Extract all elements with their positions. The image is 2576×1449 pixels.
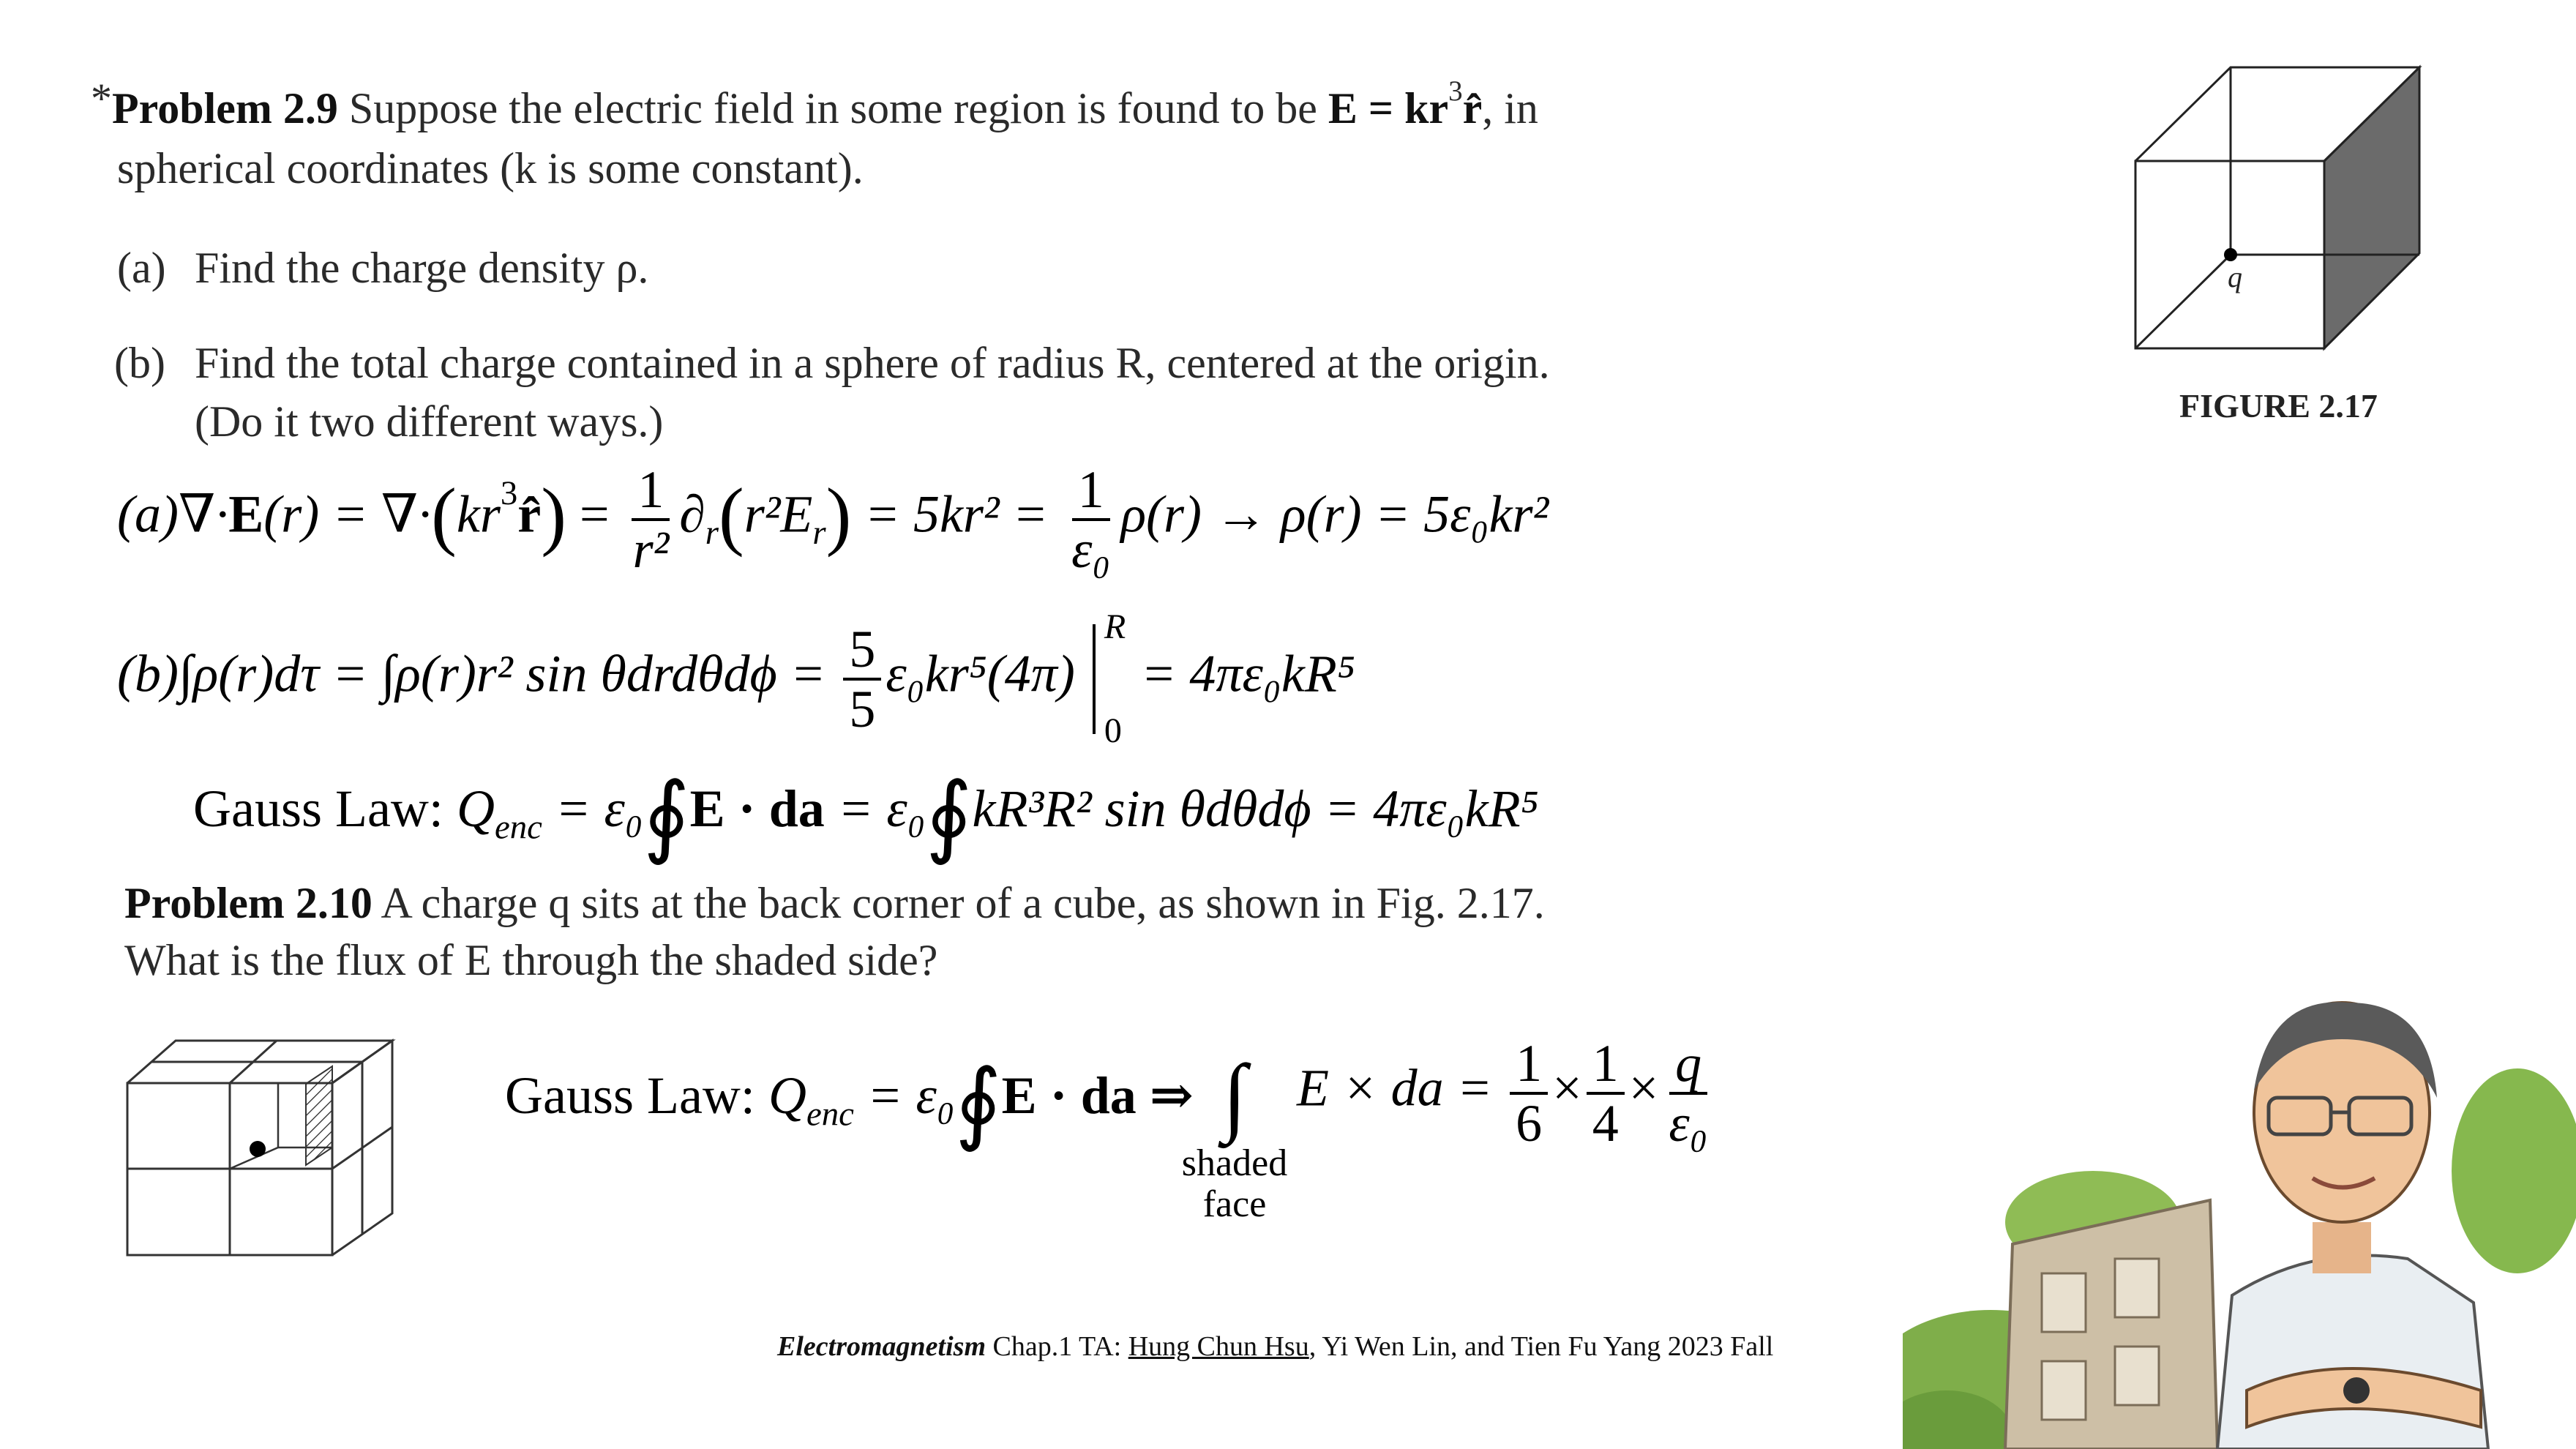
- frac-b-num: 5: [843, 621, 881, 681]
- problem-2-10-text: A charge q sits at the back corner of a cube, as shown in Fig. 2.17.: [372, 879, 1545, 927]
- part-a-label: (a): [117, 244, 166, 292]
- paren-close-2: ): [825, 473, 852, 558]
- eq-b-prefix: (b)∫ρ(r)dτ = ∫ρ(r)r² sin θdrdθdϕ =: [117, 644, 826, 703]
- integral-sub-shaded: shaded: [1181, 1142, 1288, 1184]
- frac-1-over-r2: [627, 461, 675, 578]
- problem-2-9-tail: , in: [1482, 84, 1538, 132]
- problem-2-10-label: Problem 2.10: [124, 879, 372, 927]
- footer: [777, 1330, 1773, 1363]
- gauss1-rest: = ε₀: [837, 779, 926, 838]
- eq-a-tail: ρ(r) → ρ(r) = 5ε₀kr²: [1120, 484, 1549, 544]
- f3-den: ε₀: [1669, 1094, 1708, 1153]
- figure-shaded-face: [2324, 67, 2419, 348]
- gauss2-label: Gauss Law:: [505, 1066, 768, 1125]
- ta-person: [2217, 1002, 2488, 1449]
- gauss1-eq: = ε₀: [555, 779, 643, 838]
- problem-2-9-label: Problem 2.9: [112, 84, 338, 132]
- part-a-text: Find the charge density ρ.: [195, 244, 649, 292]
- gauss1-Qsub: enc: [494, 808, 542, 847]
- closed-integral-icon-3: ∮: [954, 1053, 1002, 1153]
- charge-dot: [250, 1141, 266, 1157]
- part-b-text: Find the total charge contained in a sphere of radius R, centered at the origin.: [195, 339, 1550, 387]
- gauss1-label: Gauss Law:: [193, 779, 457, 838]
- times-2: ×: [1628, 1058, 1659, 1117]
- eq-a-equals: =: [580, 484, 610, 544]
- f1-num: 1: [1510, 1035, 1548, 1095]
- solution-b-equation: [117, 607, 1355, 750]
- gauss2-Qsub: enc: [806, 1095, 854, 1134]
- upper-limit: R: [1104, 607, 1126, 646]
- star-marker: *: [91, 75, 112, 122]
- eq-b-tail: = 4πε₀kR⁵: [1140, 644, 1355, 703]
- figure-2-17-cube: [2122, 59, 2430, 366]
- partial-symbol: ∂: [679, 484, 705, 544]
- partial-sub: r: [705, 513, 719, 552]
- problem-2-10-line2: What is the flux of E through the shaded side?: [124, 936, 938, 984]
- ta-caricature-illustration: [1903, 981, 2576, 1449]
- eq-a-mid: (r) = ∇·: [263, 484, 432, 544]
- paren-open-2: (: [719, 473, 744, 558]
- solution-a-equation: [117, 461, 1549, 578]
- field-expression: E = kr: [1328, 84, 1449, 132]
- frac-q-eps0: [1663, 1035, 1713, 1152]
- part-b-label: (b): [114, 339, 165, 387]
- paren-open: (: [431, 473, 457, 558]
- f1-den: 6: [1516, 1094, 1543, 1153]
- problem-2-9-text: Suppose the electric field in some region is found to be: [337, 84, 1328, 132]
- frac-1-4: [1587, 1035, 1625, 1152]
- field-symbol: [1328, 84, 1448, 132]
- cube-diagram: [117, 1025, 402, 1266]
- Er-sub: r: [812, 513, 826, 552]
- closed-integral-icon: ∮: [643, 766, 690, 866]
- field-exponent: 3: [1448, 75, 1463, 107]
- eq-a-r2Er: r²E: [744, 484, 813, 544]
- frac-1-over-eps0: [1066, 461, 1116, 578]
- problem-2-10-line1: [124, 874, 1545, 932]
- gauss2-Q: Q: [768, 1066, 806, 1125]
- figure-charge-label: q: [2228, 261, 2242, 293]
- footer-rest: , Yi Wen Lin, and Tien Fu Yang 2023 Fall: [1308, 1331, 1774, 1362]
- integral-icon: ∫: [1222, 1046, 1247, 1144]
- building: [2005, 1200, 2217, 1449]
- problem-2-9-line1: [91, 75, 1538, 138]
- eq-a-kr: kr: [456, 484, 501, 544]
- f3-num: q: [1669, 1035, 1707, 1095]
- flux-result: [1297, 1035, 1718, 1152]
- eq-a-prefix: (a)∇·: [117, 484, 229, 544]
- frac-b-den: 5: [849, 680, 876, 738]
- f2-den: 4: [1592, 1094, 1619, 1153]
- frac-num: 1: [632, 461, 670, 521]
- integrand: E × da =: [1297, 1058, 1493, 1117]
- frac2-den: ε₀: [1071, 520, 1111, 579]
- shaded-face-integral: [1180, 1048, 1289, 1225]
- footer-ta1: Hung Chun Hsu: [1128, 1331, 1309, 1362]
- footer-course: Electromagnetism: [777, 1331, 986, 1362]
- gauss-law-equation-1: [193, 766, 1539, 866]
- problem-2-9-line2: spherical coordinates (k is some constant).: [117, 144, 864, 192]
- gauss-law-equation-2: [505, 1053, 1194, 1153]
- eq-a-exp: 3: [500, 474, 518, 513]
- gauss1-Q: Q: [456, 779, 495, 838]
- integral-sub-face: face: [1202, 1183, 1267, 1225]
- frac2-num: 1: [1072, 461, 1110, 521]
- eq-a-mid2: = 5kr² =: [864, 484, 1049, 544]
- frac-den: r²: [632, 520, 670, 579]
- gauss2-eq: = ε₀: [866, 1066, 955, 1125]
- evaluation-bar: [1093, 607, 1128, 750]
- lower-limit: 0: [1104, 711, 1122, 750]
- r-hat: r̂: [1462, 84, 1483, 132]
- frac-5-over-5: [843, 621, 881, 738]
- gauss2-Eda: E · da ⇒: [1001, 1066, 1194, 1125]
- f2-num: 1: [1587, 1035, 1625, 1095]
- eq-a-rhat: r̂: [517, 484, 542, 544]
- eq-b-mid: ε₀kr⁵(4π): [886, 644, 1075, 703]
- gauss1-Eda: E · da: [689, 779, 825, 838]
- footer-chap: Chap.1 TA:: [986, 1331, 1128, 1362]
- figure-charge-dot: [2224, 248, 2237, 261]
- part-b-text2: (Do it two different ways.): [195, 397, 664, 446]
- closed-integral-icon-2: ∮: [925, 766, 973, 866]
- eq-a-E: E: [228, 484, 264, 544]
- gauss1-tail: kR³R² sin θdθdϕ = 4πε₀kR⁵: [972, 779, 1539, 838]
- times-1: ×: [1552, 1058, 1582, 1117]
- figure-caption: FIGURE 2.17: [2179, 387, 2378, 424]
- frac-1-6: [1510, 1035, 1548, 1152]
- paren-close: ): [541, 473, 566, 558]
- shaded-face: [306, 1066, 332, 1165]
